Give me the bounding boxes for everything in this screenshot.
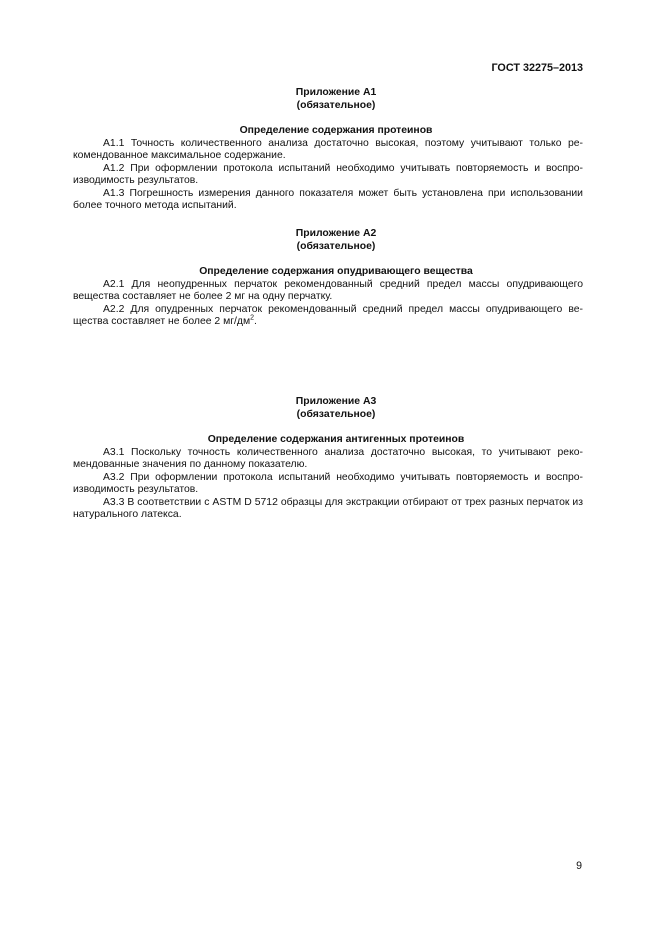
appendix-heading: Определение содержания протеинов bbox=[239, 125, 433, 136]
paragraph-a3-2: А3.2 При оформлении протокола испытаний необходимо учитывать повторяемость и воспроизводимость результатов. bbox=[73, 471, 583, 496]
appendix-title: Приложение А3 bbox=[295, 396, 377, 407]
appendix-a1 bbox=[73, 87, 583, 213]
appendix-status: (обязательное) bbox=[296, 240, 376, 252]
paragraph-a2-1: А2.1 Для неопудренных перчаток рекомендованный средний предел массы опудривающего вещества составляет не более 2 мг на одну перчатку. bbox=[73, 278, 583, 303]
paragraph-a1-3: А1.3 Погрешность измерения данного показателя может быть установлена при использовании более точного метода испытаний. bbox=[73, 187, 583, 212]
paragraph-a2-2 bbox=[73, 304, 583, 329]
appendix-heading: Определение содержания антигенных протеинов bbox=[207, 434, 465, 445]
appendix-heading: Определение содержания опудривающего вещества bbox=[199, 266, 473, 277]
appendix-status: (обязательное) bbox=[296, 408, 376, 420]
paragraph-a1-1: А1.1 Точность количественного анализа достаточно высокая, поэтому учитывают только рекомендованное максимальное содержание. bbox=[73, 137, 583, 162]
appendix-status: (обязательное) bbox=[296, 99, 376, 111]
paragraph-a2-2-suffix: . bbox=[254, 316, 257, 328]
page-number: 9 bbox=[576, 860, 582, 872]
paragraph-a2-2-text: А2.2 Для опудренных перчаток рекомендованный средний предел массы опудривающего вещества составляет не более 2 мг/дм bbox=[73, 303, 583, 328]
appendix-a3 bbox=[73, 396, 583, 522]
paragraph-a3-1: А3.1 Поскольку точность количественного анализа достаточно высокая, то учитывают рекомендованные значения по данному показателю. bbox=[73, 446, 583, 471]
paragraph-a3-3: А3.3 В соответствии с ASTM D 5712 образцы для экстракции отбирают от трех разных перчаток из натурального латекса. bbox=[73, 496, 583, 521]
appendix-a2 bbox=[73, 228, 583, 329]
superscript-exponent: 2 bbox=[250, 314, 255, 322]
appendix-title: Приложение А1 bbox=[295, 87, 377, 98]
document-code: ГОСТ 32275–2013 bbox=[491, 62, 583, 74]
appendix-title: Приложение А2 bbox=[295, 228, 377, 239]
paragraph-a1-2: А1.2 При оформлении протокола испытаний необходимо учитывать повторяемость и воспроизводимость результатов. bbox=[73, 162, 583, 187]
